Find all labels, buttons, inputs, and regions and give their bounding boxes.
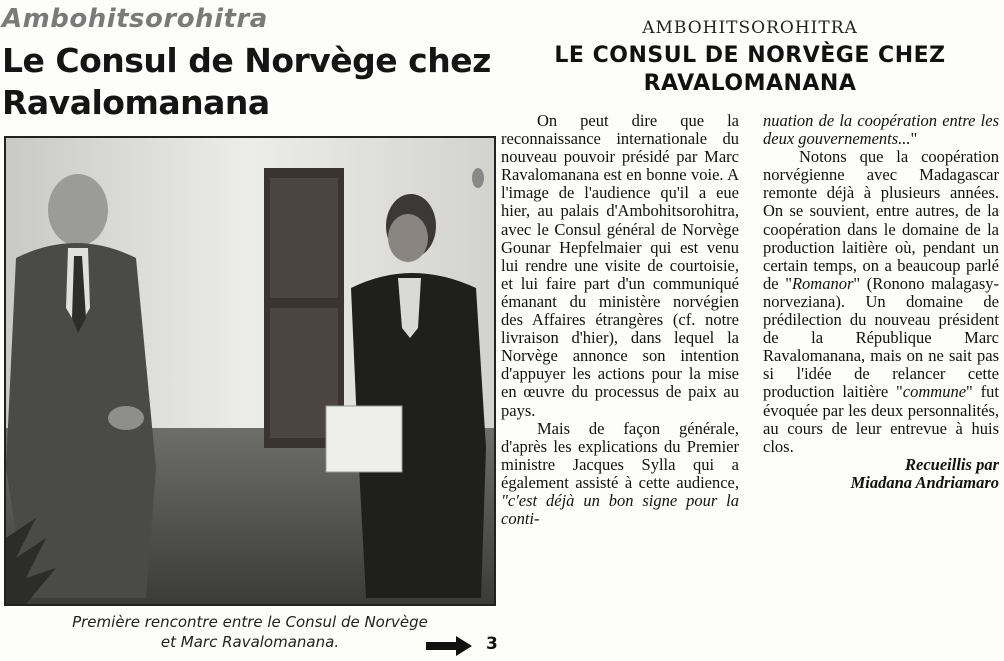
right-headline-line2: RAVALOMANANA — [643, 71, 857, 96]
right-headline-line1: LE CONSUL DE NORVÈGE CHEZ — [554, 43, 946, 68]
photo-illustration — [6, 138, 494, 604]
quote-close: " — [910, 129, 918, 149]
article-column-2 — [763, 112, 999, 492]
article-paragraph-3 — [763, 148, 999, 456]
quote-continued-text: nuation de la coopération entre les deux gouvernements... — [763, 111, 999, 149]
quote-start: "c'est déjà un bon signe pour la conti- — [501, 490, 739, 529]
right-headline — [500, 42, 1000, 98]
continue-marker — [426, 636, 506, 656]
quote-continuation — [763, 112, 999, 148]
caption-line1: Première rencontre entre le Consul de Norvège — [72, 613, 428, 631]
article-paragraph-1: On peut dire que la reconnaissance internationale du nouveau pouvoir présidé par Marc Ravalomanana est en bonne voie. A l'image de l'audience qu'il a eue hier, au palais d'Ambohitsorohitra, avec le Consul général de Norvège Gounar Hepfelmaier qui est venu lui rendre une visite de courtoisie, et lui faire part d'un communiqué émanant du ministère norvégien des Affaires étrangères (cf. notre livraison d'hier), dans lequel la Norvège annonce son intention d'appuyer les actions pour la mise en œuvre du processus de paix au pays. — [501, 111, 739, 420]
left-headline — [2, 40, 492, 124]
byline-label: Recueillis par — [905, 454, 999, 474]
left-headline-line2: Ravalomanana — [2, 83, 270, 122]
commune-term: commune — [902, 382, 967, 402]
photo-caption — [0, 612, 500, 652]
article-paragraph-2 — [501, 420, 739, 529]
arrow-right-icon — [426, 636, 474, 656]
paragraph-3-part-a: Notons que la coopération norvégienne avec Madagascar remonte déjà à plusieurs années. On se souvient, entre autres, de la coopération dans le domaine de la production laitière où, pendant un certain temps, on a beaucoup parlé de " — [763, 147, 999, 293]
byline-author: Miadana Andriamaro — [850, 472, 999, 492]
right-kicker: AMBOHITSOROHITRA — [642, 18, 858, 38]
paragraph-2-text: Mais de façon générale, d'après les explications du Premier ministre Jacques Sylla qui a également assisté à cette audience, — [501, 418, 739, 492]
left-headline-line1: Le Consul de Norvège chez — [2, 41, 491, 80]
left-kicker: Ambohitsorohitra — [2, 4, 268, 34]
paragraph-3-part-c: " fut évoquée par les deux personnalités, au cours de leur entrevue à huis clos. — [763, 382, 999, 456]
article-column-1 — [501, 112, 739, 528]
continue-page-number: 3 — [486, 634, 498, 654]
news-photo — [4, 136, 496, 606]
romanor-term: Romanor — [791, 273, 854, 293]
paragraph-3-part-b: " (Ronono malagasy-norveziana). Un domaine de prédilection du nouveau président de la République Marc Ravalomanana, mais on ne sait pas si l'idée de relancer cette production laitière " — [763, 273, 999, 402]
caption-line2: et Marc Ravalomanana. — [160, 633, 340, 651]
